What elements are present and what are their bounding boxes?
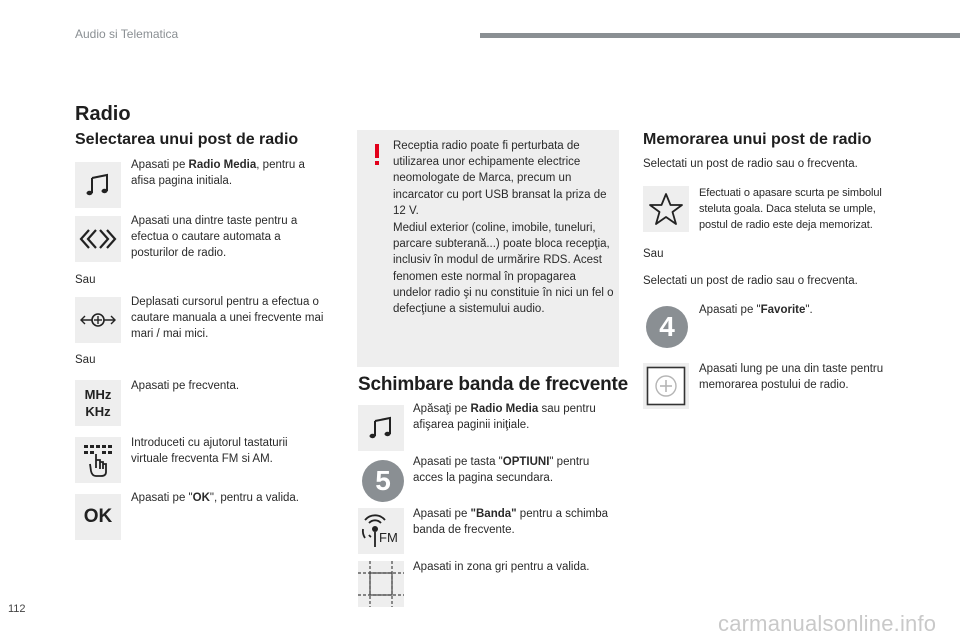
warning-icon	[372, 144, 382, 166]
left-step-5: Introduceti cu ajutorul tastaturii virtuale frecventa FM si AM.	[131, 437, 288, 465]
watermark: carmanualsonline.info	[718, 611, 937, 636]
left-step-2: Apasati una dintre taste pentru a efectua o cautare automata a posturilor de radio.	[131, 215, 298, 259]
right-step-1: Selectati un post de radio sau o frecventa.	[643, 158, 858, 170]
section-title: Radio	[75, 103, 131, 125]
seek-arrows-icon	[75, 216, 121, 262]
left-step-1: Apasati pe Radio Media, pentru a afisa pagina initiala.	[131, 159, 305, 187]
middle-step-1: Apăsaţi pe Radio Media sau pentru afişarea paginii iniţiale.	[413, 403, 596, 431]
header-title: Audio si Telematica	[75, 27, 179, 41]
right-or-1: Sau	[643, 248, 664, 260]
right-step-4: Apasati pe "Favorite".	[699, 304, 813, 316]
right-step-5: Apasati lung pe una din taste pentru memorarea postului de radio.	[699, 363, 884, 391]
step-badge-4: 4	[646, 306, 688, 348]
left-or-2: Sau	[75, 354, 96, 366]
step-badge-5: 5	[362, 460, 404, 502]
ok-label: OK	[83, 506, 113, 527]
left-or-1: Sau	[75, 274, 96, 286]
music-note-icon	[75, 162, 121, 208]
warning-text-2: Mediul exterior (coline, imobile, tuneluri, parcare subterană...) poate bloca recepţia, inclusiv în modul de urmărire RDS. Acest fenomen este normal în propagarea undelor radio şi nu constituie în nici un fel o defecţiune a sistemului audio.	[393, 222, 614, 316]
left-heading: Selectarea unui post de radio	[75, 131, 299, 148]
add-preset-icon	[643, 363, 689, 409]
tuning-slider-icon	[75, 297, 121, 343]
frequency-units-icon	[75, 380, 121, 426]
star-outline-icon	[643, 186, 689, 232]
khz-label: KHz	[85, 404, 111, 419]
right-heading: Memorarea unui post de radio	[643, 131, 872, 148]
fm-label: FM	[379, 530, 398, 545]
grey-zone-icon	[358, 561, 404, 607]
right-step-2: Efectuati o apasare scurta pe simbolul steluta goala. Daca steluta se umple, postul de radio este deja memorizat.	[699, 187, 882, 231]
keyboard-touch-icon	[75, 437, 121, 483]
middle-step-3: Apasati pe "Banda" pentru a schimba banda de frecvente.	[413, 508, 609, 536]
ok-button-icon	[75, 494, 121, 540]
middle-step-2: Apasati pe tasta "OPTIUNI" pentru acces la pagina secundara.	[413, 456, 590, 484]
music-note-icon	[358, 405, 404, 451]
warning-text-1: Receptia radio poate fi perturbata de utilizarea unor echipamente electrice neomologate de Marca, precum un incarcator cu port USB bransat la priza de 12 V.	[393, 140, 607, 217]
middle-step-4: Apasati in zona gri pentru a valida.	[413, 561, 590, 573]
header-bar	[480, 33, 960, 38]
left-step-3: Deplasati cursorul pentru a efectua o cautare manuala a unei frecvente mai mari / mai mici.	[131, 296, 324, 340]
mhz-label: MHz	[84, 387, 112, 402]
left-step-4: Apasati pe frecventa.	[131, 380, 240, 392]
fm-band-icon	[358, 508, 404, 554]
page-number: 112	[8, 603, 26, 615]
left-step-6: Apasati pe "OK", pentru a valida.	[131, 492, 299, 504]
right-step-3: Selectati un post de radio sau o frecventa.	[643, 275, 858, 287]
middle-heading: Schimbare banda de frecvente	[358, 374, 629, 395]
